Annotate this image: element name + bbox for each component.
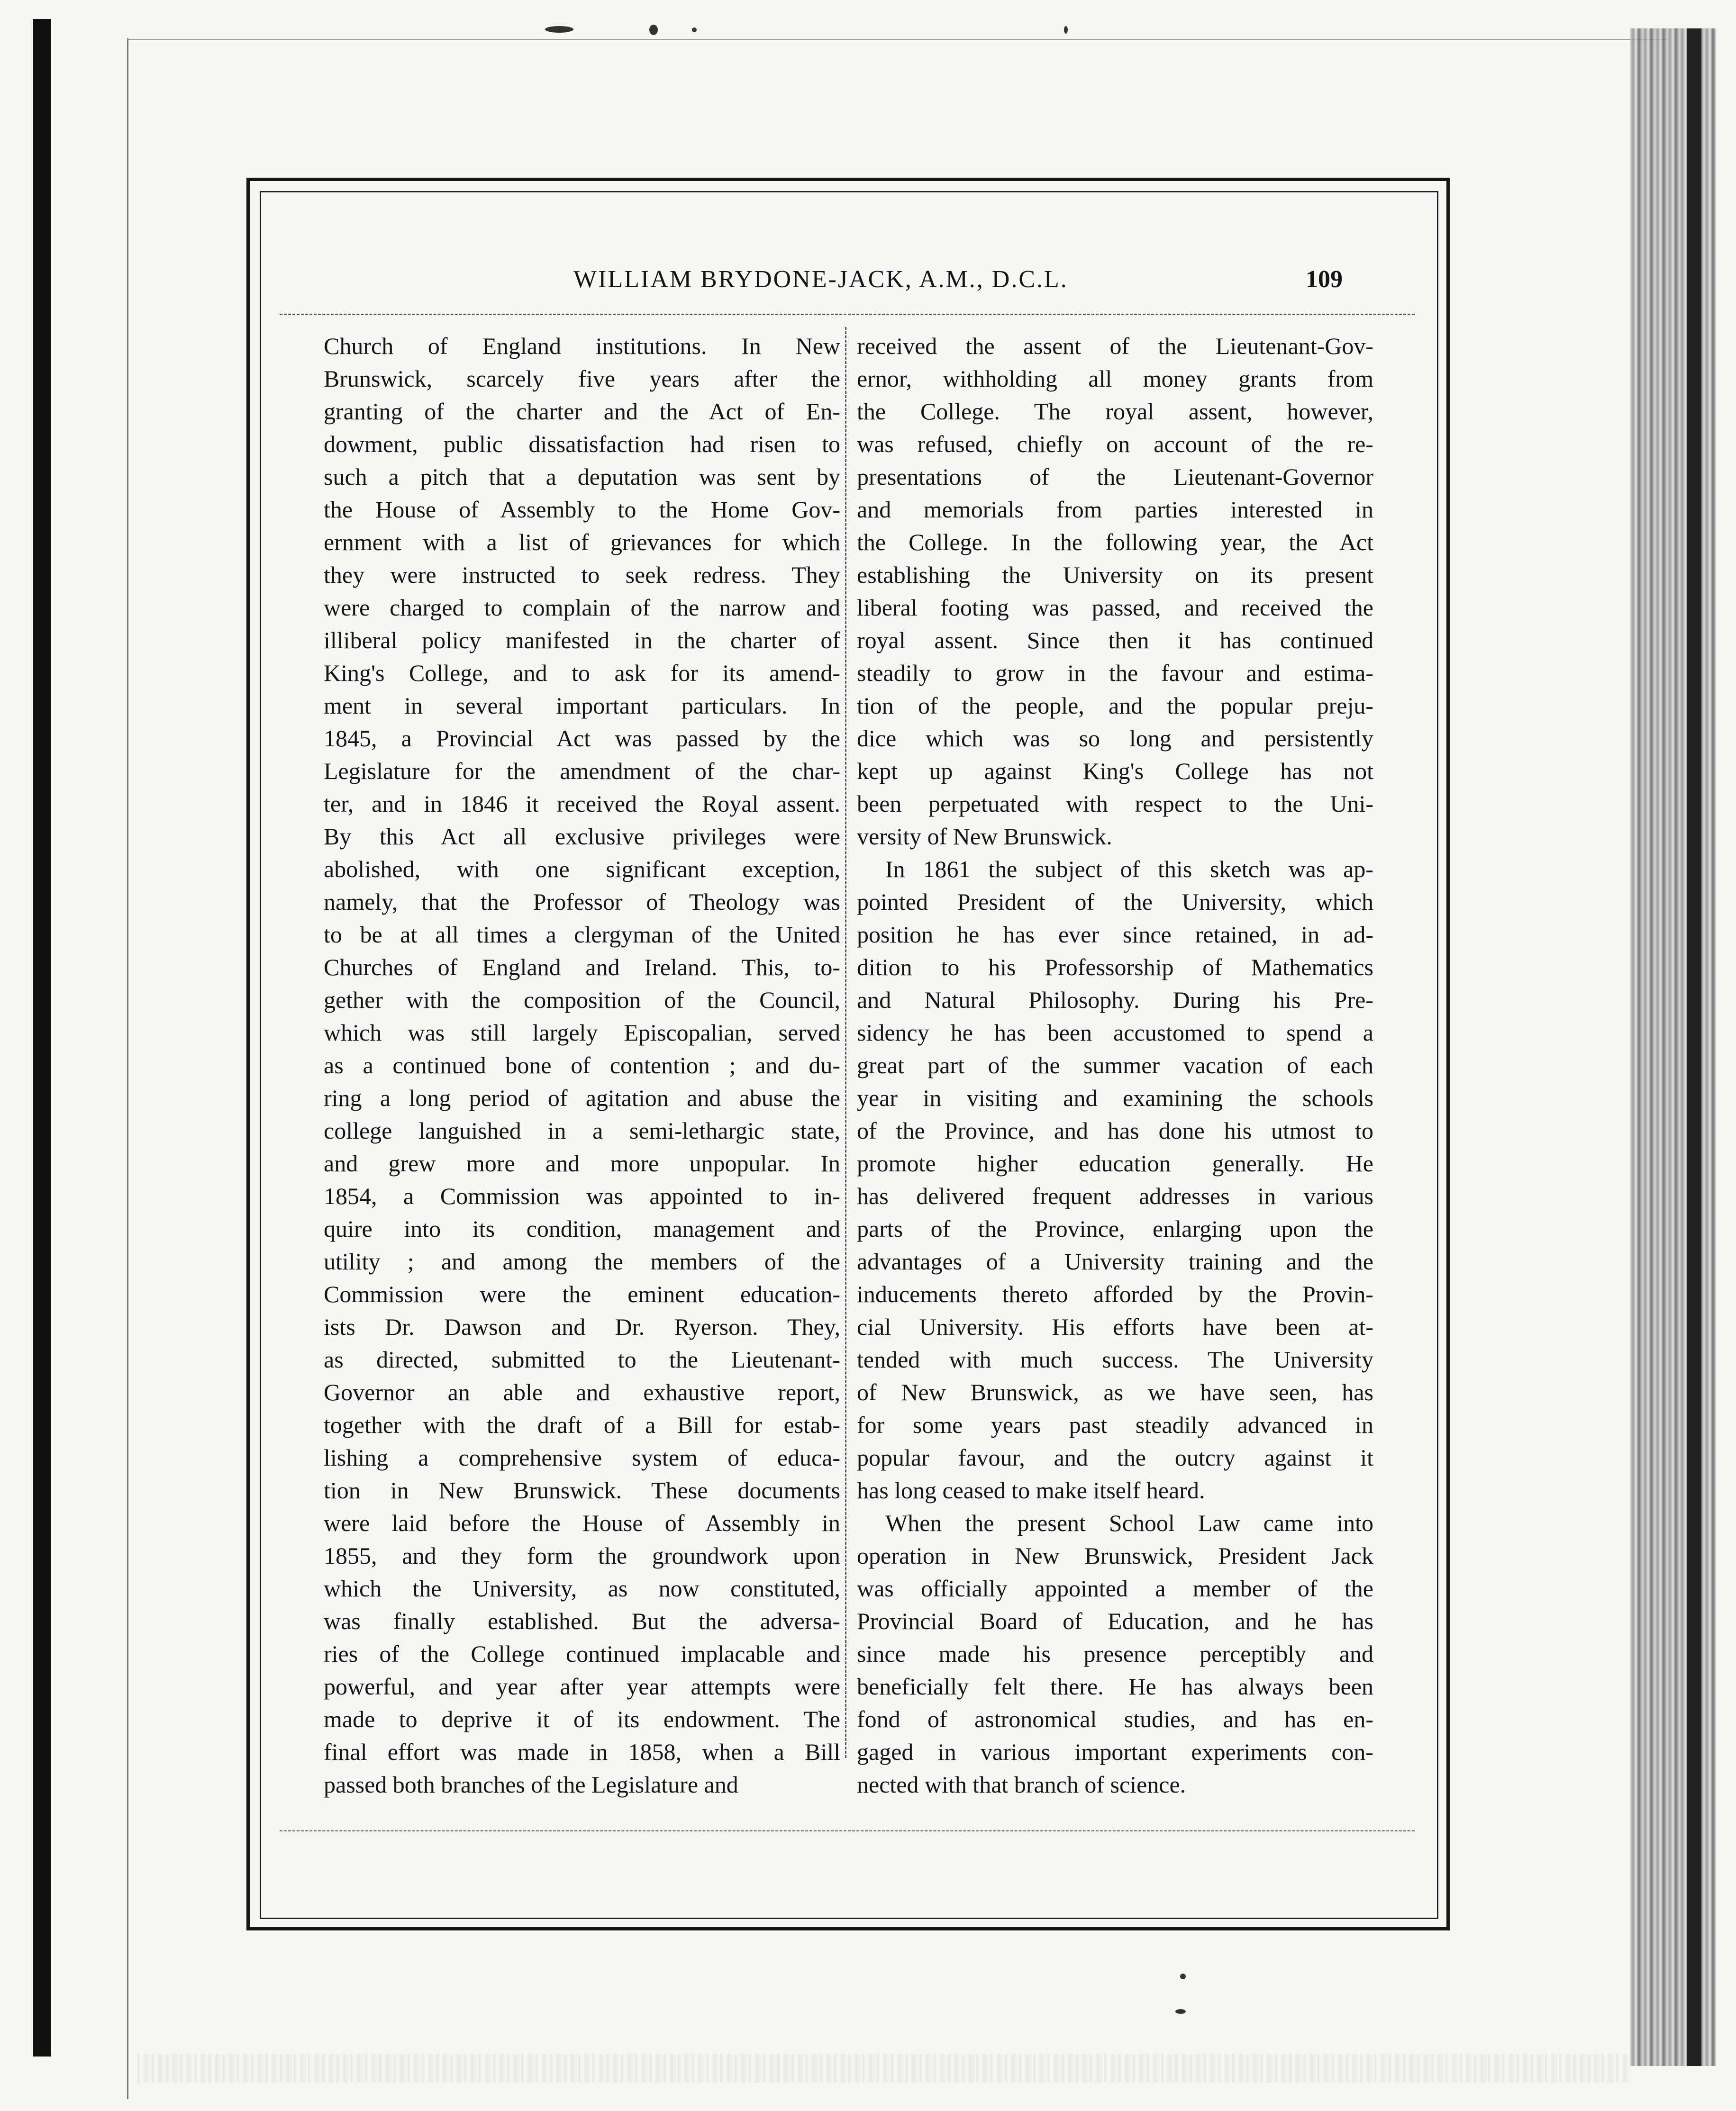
text-line: cial University. His efforts have been at-	[857, 1314, 1373, 1340]
scan-speck	[1175, 2009, 1186, 2014]
text-line: has delivered frequent addresses in various	[857, 1183, 1373, 1209]
text-line: Church of England institutions. In New	[324, 333, 840, 359]
text-line: was officially appointed a member of the	[857, 1575, 1373, 1602]
text-line: parts of the Province, enlarging upon the	[857, 1215, 1373, 1242]
header-rule	[280, 314, 1415, 315]
text-line: dice which was so long and persistently	[857, 725, 1373, 752]
text-line: Commission were the eminent education-	[324, 1281, 840, 1307]
page-number: 109	[1306, 266, 1343, 293]
text-line: inducements thereto afforded by the Provin-	[857, 1281, 1373, 1307]
text-line: of the Province, and has done his utmost to	[857, 1117, 1373, 1144]
text-line: lishing a comprehensive system of educa-	[324, 1444, 840, 1471]
column-divider	[845, 327, 846, 1758]
text-line: Governor an able and exhaustive report,	[324, 1379, 840, 1405]
text-line: tion of the people, and the popular preju-	[857, 692, 1373, 719]
scan-speck	[1064, 26, 1068, 34]
text-line: gaged in various important experiments con-	[857, 1739, 1373, 1765]
text-line: Legislature for the amendment of the char-	[324, 758, 840, 784]
scan-binding-shadow-right	[1687, 28, 1701, 2066]
text-line: which the University, as now constituted,	[324, 1575, 840, 1602]
text-line: was refused, chiefly on account of the re-	[857, 431, 1373, 457]
text-line: versity of New Brunswick.	[857, 823, 1112, 850]
text-line: fond of astronomical studies, and has en-	[857, 1706, 1373, 1732]
text-line: were charged to complain of the narrow and	[324, 594, 840, 621]
text-line: namely, that the Professor of Theology was	[324, 888, 840, 915]
text-line: steadily to grow in the favour and estima-	[857, 660, 1373, 686]
text-line: King's College, and to ask for its amend-	[324, 660, 840, 686]
text-line: of New Brunswick, as we have seen, has	[857, 1379, 1373, 1405]
text-line: 1845, a Provincial Act was passed by the	[324, 725, 840, 752]
text-line: dowment, public dissatisfaction had risen to	[324, 431, 840, 457]
footer-rule	[280, 1830, 1415, 1831]
text-line: was finally established. But the adversa-	[324, 1608, 840, 1634]
text-line: since made his presence perceptibly and	[857, 1640, 1373, 1667]
right-column	[857, 330, 1373, 1801]
text-line: beneficially felt there. He has always been	[857, 1673, 1373, 1700]
text-line: kept up against King's College has not	[857, 758, 1373, 784]
scan-speck	[649, 25, 658, 35]
text-line: as directed, submitted to the Lieutenant-	[324, 1346, 840, 1373]
scan-page-edge-top	[127, 39, 1667, 40]
text-line: has long ceased to make itself heard.	[857, 1477, 1205, 1504]
text-line: 1854, a Commission was appointed to in-	[324, 1183, 840, 1209]
text-line: received the assent of the Lieutenant-Gov-	[857, 333, 1373, 359]
text-line: advantages of a University training and the	[857, 1248, 1373, 1275]
text-line: for some years past steadily advanced in	[857, 1412, 1373, 1438]
text-line: together with the draft of a Bill for estab-	[324, 1412, 840, 1438]
text-line: ernor, withholding all money grants from	[857, 365, 1373, 392]
text-line: they were instructed to seek redress. They	[324, 562, 840, 588]
text-line: were laid before the House of Assembly in	[324, 1510, 840, 1536]
text-line: powerful, and year after year attempts were	[324, 1673, 840, 1700]
scan-speck	[692, 27, 697, 32]
text-line: the College. In the following year, the Act	[857, 529, 1373, 555]
text-line: nected with that branch of science.	[857, 1771, 1186, 1798]
text-line: royal assent. Since then it has continued	[857, 627, 1373, 653]
scan-noise-bottom	[137, 2054, 1630, 2083]
text-line: been perpetuated with respect to the Uni-	[857, 790, 1373, 817]
left-column	[324, 330, 840, 1801]
text-line: operation in New Brunswick, President Jack	[857, 1542, 1373, 1569]
text-line: sidency he has been accustomed to spend a	[857, 1019, 1373, 1046]
text-line: final effort was made in 1858, when a Bill	[324, 1739, 840, 1765]
text-line: tion in New Brunswick. These documents	[324, 1477, 840, 1504]
text-line: ries of the College continued implacable and	[324, 1640, 840, 1667]
text-line: 1855, and they form the groundwork upon	[324, 1542, 840, 1569]
text-line: the College. The royal assent, however,	[857, 398, 1373, 425]
text-line: and Natural Philosophy. During his Pre-	[857, 987, 1373, 1013]
scan-page-edge-right	[1630, 28, 1716, 2066]
text-line: illiberal policy manifested in the charter of	[324, 627, 840, 653]
text-line: abolished, with one significant exception,	[324, 856, 840, 882]
scan-speck	[1180, 1974, 1186, 1979]
text-line: pointed President of the University, which	[857, 888, 1373, 915]
text-line: ernment with a list of grievances for which	[324, 529, 840, 555]
text-line: year in visiting and examining the schools	[857, 1085, 1373, 1111]
text-line: liberal footing was passed, and received the	[857, 594, 1373, 621]
scan-speck	[545, 26, 573, 33]
text-line: and memorials from parties interested in	[857, 496, 1373, 523]
text-line: ter, and in 1846 it received the Royal assent.	[324, 790, 840, 817]
scan-page-edge-left	[127, 38, 128, 2099]
text-line: passed both branches of the Legislature and	[324, 1771, 738, 1798]
text-line: made to deprive it of its endowment. The	[324, 1706, 840, 1732]
paragraph-first-line: In 1861 the subject of this sketch was ap-	[885, 856, 1373, 882]
text-line: gether with the composition of the Council,	[324, 987, 840, 1013]
text-line: promote higher education generally. He	[857, 1150, 1373, 1177]
text-line: ring a long period of agitation and abuse the	[324, 1085, 840, 1111]
text-line: Brunswick, scarcely five years after the	[324, 365, 840, 392]
scan-binding-shadow	[33, 19, 51, 2057]
text-line: presentations of the Lieutenant-Governor	[857, 463, 1373, 490]
text-line: to be at all times a clergyman of the United	[324, 921, 840, 948]
text-line: establishing the University on its present	[857, 562, 1373, 588]
text-line: as a continued bone of contention ; and du-	[324, 1052, 840, 1078]
text-line: quire into its condition, management and	[324, 1215, 840, 1242]
text-line: granting of the charter and the Act of En-	[324, 398, 840, 425]
text-line: such a pitch that a deputation was sent by	[324, 463, 840, 490]
text-line: popular favour, and the outcry against it	[857, 1444, 1373, 1471]
text-line: ment in several important particulars. In	[324, 692, 840, 719]
text-line: great part of the summer vacation of each	[857, 1052, 1373, 1078]
text-line: By this Act all exclusive privileges were	[324, 823, 840, 850]
running-head-title: WILLIAM BRYDONE-JACK, A.M., D.C.L.	[573, 266, 1068, 293]
text-line: which was still largely Episcopalian, served	[324, 1019, 840, 1046]
text-line: position he has ever since retained, in ad-	[857, 921, 1373, 948]
text-line: the House of Assembly to the Home Gov-	[324, 496, 840, 523]
text-line: college languished in a semi-lethargic state,	[324, 1117, 840, 1144]
text-line: dition to his Professorship of Mathematics	[857, 954, 1373, 980]
text-line: Churches of England and Ireland. This, to-	[324, 954, 840, 980]
paragraph-first-line: When the present School Law came into	[885, 1510, 1373, 1536]
text-line: Provincial Board of Education, and he has	[857, 1608, 1373, 1634]
text-line: utility ; and among the members of the	[324, 1248, 840, 1275]
text-line: and grew more and more unpopular. In	[324, 1150, 840, 1177]
text-line: tended with much success. The University	[857, 1346, 1373, 1373]
text-line: ists Dr. Dawson and Dr. Ryerson. They,	[324, 1314, 840, 1340]
